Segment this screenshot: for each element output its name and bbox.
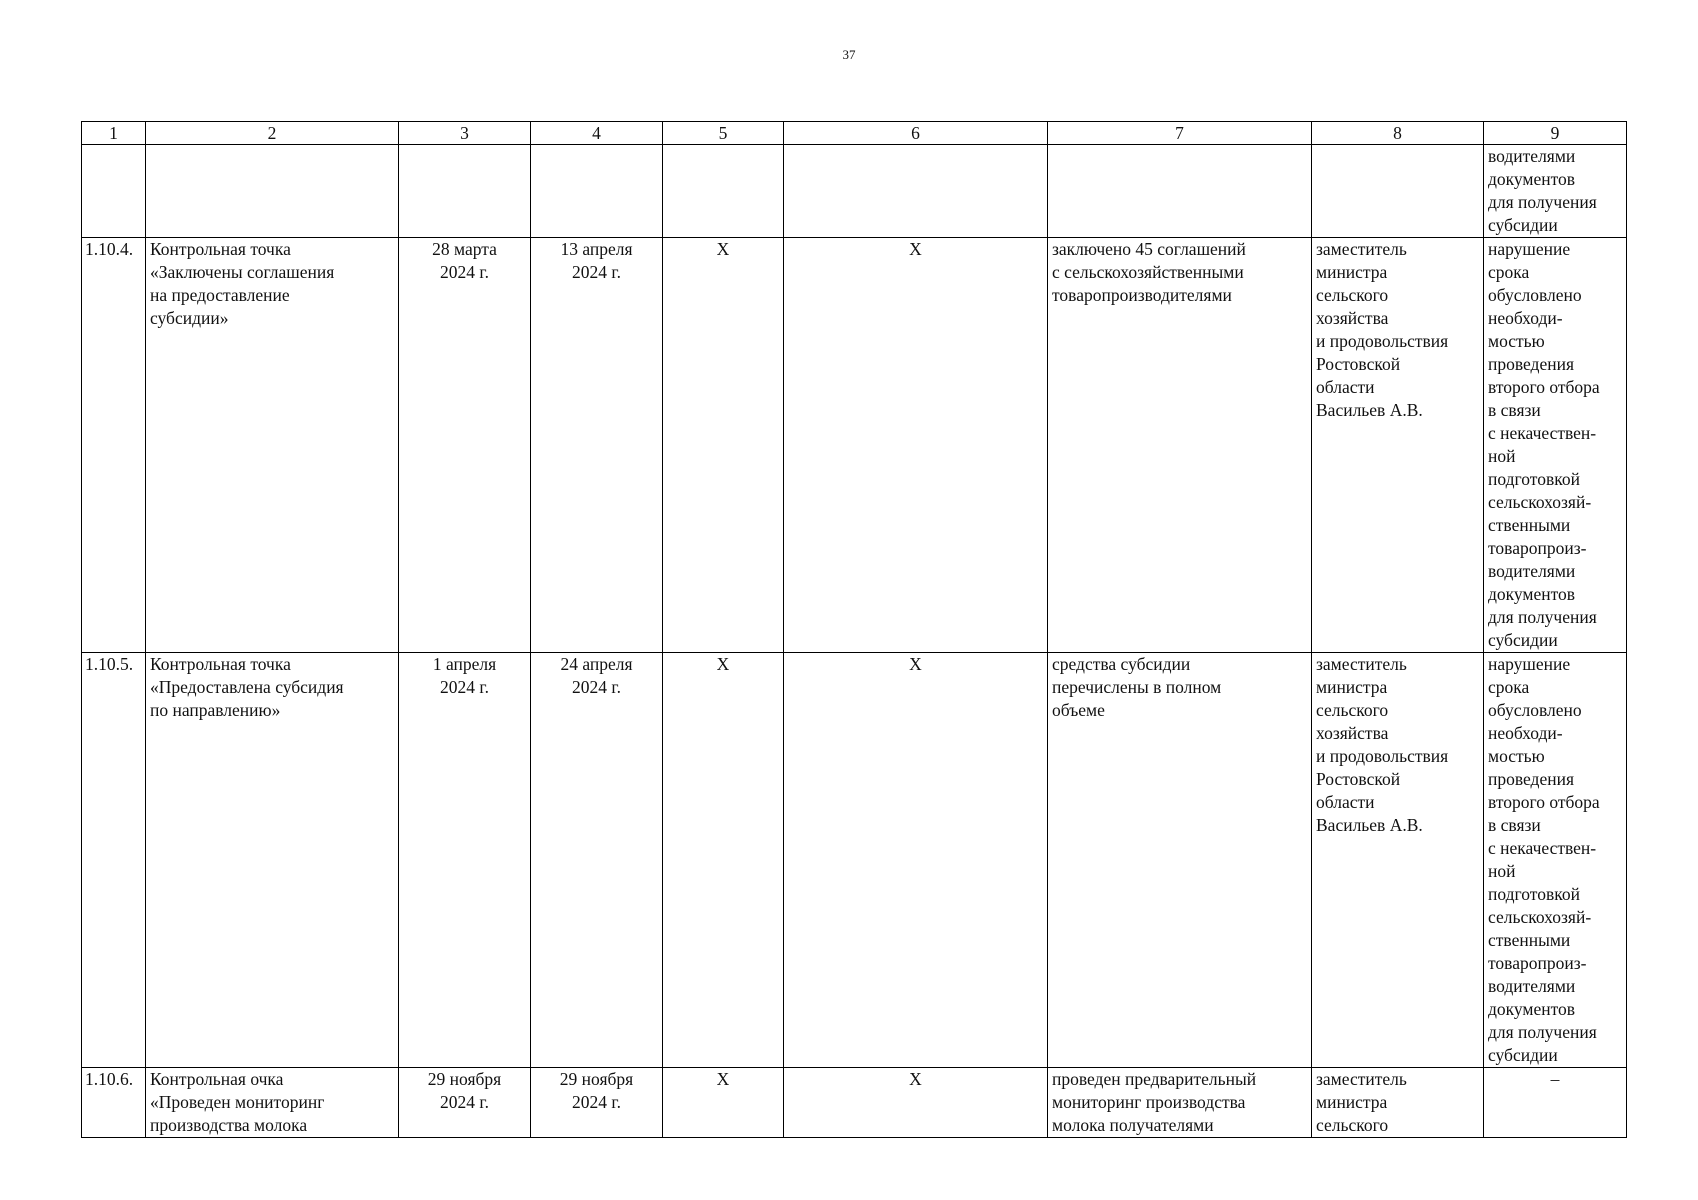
cell-line: 2024 г. — [572, 677, 621, 697]
actual-date-cell — [531, 238, 663, 653]
cell-line: обусловлено — [1488, 285, 1582, 305]
planned-date-cell — [399, 145, 531, 238]
header-cell: 8 — [1312, 122, 1484, 145]
cell-line: второго отбора — [1488, 377, 1600, 397]
cell-line: 29 ноября — [559, 1069, 634, 1089]
cell-line: с некачествен- — [1488, 838, 1597, 858]
cell-line: товаропроиз- — [1488, 538, 1587, 558]
col5-cell: Х — [663, 238, 784, 653]
item-number-cell: 1.10.4. — [82, 238, 146, 653]
header-cell: 2 — [146, 122, 399, 145]
cell-line: с сельскохозяйственными — [1052, 262, 1244, 282]
cell-line: 1 апреля — [432, 654, 497, 674]
header-cell: 3 — [399, 122, 531, 145]
item-number-cell: 1.10.6. — [82, 1068, 146, 1138]
col5-cell — [663, 145, 784, 238]
cell-line: и продовольствия — [1316, 331, 1449, 351]
col6-cell: Х — [784, 1068, 1048, 1138]
col6-cell — [784, 145, 1048, 238]
planned-date-cell — [399, 653, 531, 1068]
cell-line: срока — [1488, 262, 1530, 282]
comment-cell — [1484, 145, 1627, 238]
planned-date-cell — [399, 1068, 531, 1138]
col6-cell: Х — [784, 238, 1048, 653]
cell-line: «Проведен мониторинг — [150, 1092, 325, 1112]
cell-line: с некачествен- — [1488, 423, 1597, 443]
cell-line: водителями — [1488, 146, 1576, 166]
cell-line: 2024 г. — [440, 262, 489, 282]
cell-line: 28 марта — [432, 239, 497, 259]
header-cell: 7 — [1048, 122, 1312, 145]
cell-line: сельского — [1316, 700, 1389, 720]
header-cell: 5 — [663, 122, 784, 145]
cell-line: по направлению» — [150, 700, 281, 720]
cell-line: субсидии — [1488, 1045, 1558, 1065]
cell-line: хозяйства — [1316, 723, 1389, 743]
cell-line: министра — [1316, 262, 1388, 282]
item-number-cell — [82, 145, 146, 238]
table-row — [82, 145, 1627, 238]
cell-line: молока получателями — [1052, 1115, 1214, 1135]
table-row — [82, 238, 1627, 653]
cell-line: области — [1316, 792, 1375, 812]
cell-line: сельского — [1316, 1115, 1389, 1135]
cell-line: – — [1550, 1069, 1560, 1089]
cell-line: нарушение — [1488, 654, 1571, 674]
cell-line: заместитель — [1316, 1069, 1407, 1089]
cell-line: «Заключены соглашения — [150, 262, 335, 282]
item-number-cell: 1.10.5. — [82, 653, 146, 1068]
cell-line: Ростовской — [1316, 769, 1401, 789]
cell-line: проведения — [1488, 354, 1575, 374]
cell-line: документов — [1488, 584, 1576, 604]
cell-line: второго отбора — [1488, 792, 1600, 812]
cell-line: Контрольная очка — [150, 1069, 284, 1089]
cell-line: мостью — [1488, 746, 1545, 766]
page-number: 37 — [842, 47, 856, 62]
cell-line: для получения — [1488, 607, 1597, 627]
responsible-cell — [1312, 1068, 1484, 1138]
cell-line: срока — [1488, 677, 1530, 697]
control-points-table — [81, 121, 1627, 1138]
cell-line: заместитель — [1316, 654, 1407, 674]
planned-date-cell — [399, 238, 531, 653]
comment-cell — [1484, 238, 1627, 653]
table-row — [82, 1068, 1627, 1138]
cell-line: субсидии — [1488, 215, 1558, 235]
cell-line: объеме — [1052, 700, 1105, 720]
cell-line: проведен предварительный — [1052, 1069, 1257, 1089]
col5-cell: Х — [663, 653, 784, 1068]
cell-line: Контрольная точка — [150, 239, 291, 259]
cell-line: Контрольная точка — [150, 654, 291, 674]
control-point-cell — [146, 653, 399, 1068]
result-cell — [1048, 238, 1312, 653]
cell-line: в связи — [1488, 400, 1541, 420]
cell-line: мониторинг производства — [1052, 1092, 1246, 1112]
cell-line: водителями — [1488, 561, 1576, 581]
cell-line: документов — [1488, 999, 1576, 1019]
cell-line: перечислены в полном — [1052, 677, 1222, 697]
cell-line: министра — [1316, 1092, 1388, 1112]
cell-line: Ростовской — [1316, 354, 1401, 374]
cell-line: и продовольствия — [1316, 746, 1449, 766]
cell-line: области — [1316, 377, 1375, 397]
cell-line: заключено 45 соглашений — [1052, 239, 1246, 259]
table-row — [82, 653, 1627, 1068]
cell-line: для получения — [1488, 1022, 1597, 1042]
control-point-cell — [146, 238, 399, 653]
cell-line: сельскохозяй- — [1488, 907, 1592, 927]
cell-line: субсидии — [1488, 630, 1558, 650]
cell-line: субсидии» — [150, 308, 229, 328]
cell-line: документов — [1488, 169, 1576, 189]
cell-line: производства молока — [150, 1115, 308, 1135]
cell-line: «Предоставлена субсидия — [150, 677, 344, 697]
cell-line: мостью — [1488, 331, 1545, 351]
cell-line: заместитель — [1316, 239, 1407, 259]
cell-line: подготовкой — [1488, 884, 1580, 904]
cell-line: хозяйства — [1316, 308, 1389, 328]
cell-line: средства субсидии — [1052, 654, 1191, 674]
cell-line: товаропроиз- — [1488, 953, 1587, 973]
responsible-cell — [1312, 145, 1484, 238]
comment-cell — [1484, 653, 1627, 1068]
header-cell: 9 — [1484, 122, 1627, 145]
header-cell: 6 — [784, 122, 1048, 145]
cell-line: ной — [1488, 861, 1516, 881]
control-point-cell — [146, 145, 399, 238]
cell-line: необходи- — [1488, 308, 1563, 328]
col6-cell: Х — [784, 653, 1048, 1068]
cell-line: необходи- — [1488, 723, 1563, 743]
cell-line: 29 ноября — [427, 1069, 502, 1089]
cell-line: водителями — [1488, 976, 1576, 996]
cell-line: 2024 г. — [572, 1092, 621, 1112]
cell-line: ной — [1488, 446, 1516, 466]
cell-line: на предоставление — [150, 285, 290, 305]
cell-line: 2024 г. — [572, 262, 621, 282]
cell-line: ственными — [1488, 930, 1571, 950]
cell-line: нарушение — [1488, 239, 1571, 259]
cell-line: Васильев А.В. — [1316, 400, 1423, 420]
actual-date-cell — [531, 145, 663, 238]
cell-line: 24 апреля — [560, 654, 633, 674]
cell-line: сельскохозяй- — [1488, 492, 1592, 512]
cell-line: товаропроизводителями — [1052, 285, 1232, 305]
result-cell — [1048, 145, 1312, 238]
cell-line: 2024 г. — [440, 1092, 489, 1112]
responsible-cell — [1312, 653, 1484, 1068]
actual-date-cell — [531, 1068, 663, 1138]
cell-line: 2024 г. — [440, 677, 489, 697]
cell-line: Васильев А.В. — [1316, 815, 1423, 835]
cell-line: в связи — [1488, 815, 1541, 835]
cell-line: проведения — [1488, 769, 1575, 789]
header-cell: 4 — [531, 122, 663, 145]
result-cell — [1048, 1068, 1312, 1138]
header-cell: 1 — [82, 122, 146, 145]
responsible-cell — [1312, 238, 1484, 653]
actual-date-cell — [531, 653, 663, 1068]
cell-line: для получения — [1488, 192, 1597, 212]
cell-line: 13 апреля — [560, 239, 633, 259]
cell-line: обусловлено — [1488, 700, 1582, 720]
col5-cell: Х — [663, 1068, 784, 1138]
result-cell — [1048, 653, 1312, 1068]
cell-line: подготовкой — [1488, 469, 1580, 489]
header-row — [82, 122, 1627, 145]
cell-line: ственными — [1488, 515, 1571, 535]
cell-line: министра — [1316, 677, 1388, 697]
comment-cell — [1484, 1068, 1627, 1138]
cell-line: сельского — [1316, 285, 1389, 305]
control-point-cell — [146, 1068, 399, 1138]
